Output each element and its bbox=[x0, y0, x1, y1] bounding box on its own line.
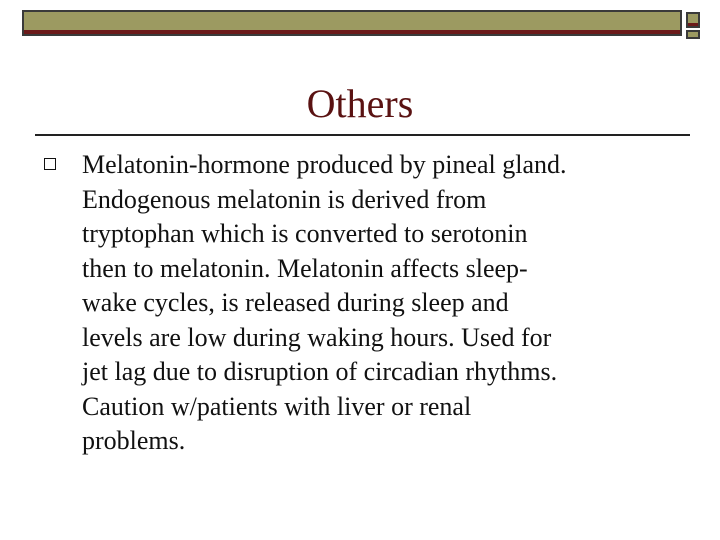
top-bar-maroon-band bbox=[24, 30, 680, 34]
bullet-line: Melatonin-hormone produced by pineal gland. bbox=[82, 150, 567, 179]
bullet-line: Endogenous melatonin is derived from bbox=[82, 184, 487, 214]
bullet-text bbox=[82, 148, 692, 459]
bullet-line: levels are low during waking hours. Used for bbox=[82, 322, 552, 352]
top-decorative-bar bbox=[22, 10, 682, 36]
bullet-line: Caution w/patients with liver or renal bbox=[82, 391, 472, 421]
corner-square-maroon-strip bbox=[688, 23, 698, 26]
bullet-line: problems. bbox=[82, 426, 186, 455]
bullet-line: then to melatonin. Melatonin affects sleep- bbox=[82, 253, 528, 283]
slide-title: Others bbox=[306, 81, 414, 126]
bullet-line: wake cycles, is released during sleep and bbox=[82, 288, 509, 317]
top-bar-olive-band bbox=[24, 12, 680, 30]
bullet-line: tryptophan which is converted to serotonin bbox=[82, 219, 528, 248]
hollow-square-bullet-icon bbox=[44, 158, 56, 170]
title-underline-rule bbox=[35, 134, 690, 136]
corner-square-upper bbox=[686, 12, 700, 28]
corner-square-lower bbox=[686, 30, 700, 39]
bullet-line: jet lag due to disruption of circadian rhythms. bbox=[82, 357, 558, 386]
